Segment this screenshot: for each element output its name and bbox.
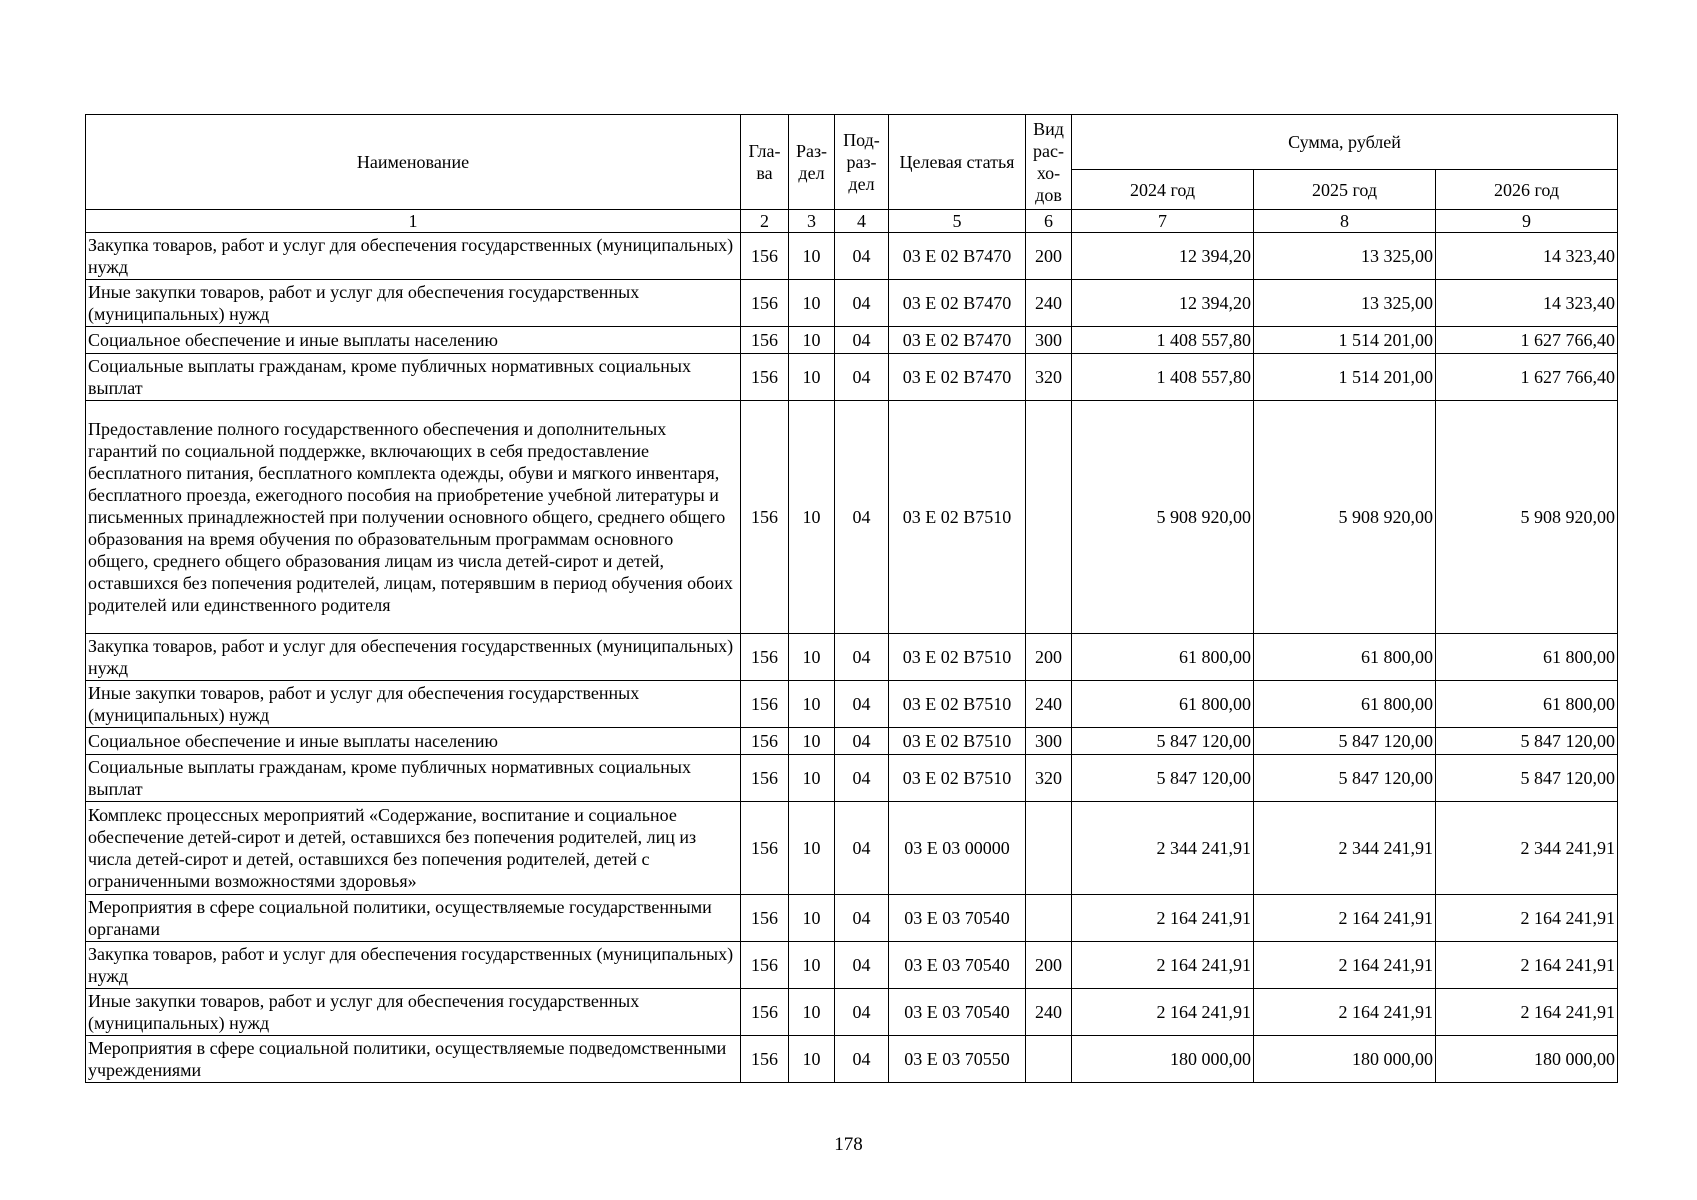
row-podrazdel: 04 [835,802,889,895]
row-podrazdel: 04 [835,728,889,755]
row-razdel: 10 [789,233,835,280]
budget-document [85,114,1617,1083]
table-row [86,233,1618,280]
column-number: 2 [741,210,789,233]
table-row [86,728,1618,755]
row-razdel: 10 [789,1036,835,1083]
row-razdel: 10 [789,327,835,354]
row-sum-2026: 2 344 241,91 [1436,802,1618,895]
row-sum-2025: 5 847 120,00 [1254,755,1436,802]
row-sum-2024: 2 164 241,91 [1072,942,1254,989]
row-glava: 156 [741,942,789,989]
row-sum-2026: 14 323,40 [1436,233,1618,280]
page-number: 178 [834,1134,863,1155]
row-sum-2026: 2 164 241,91 [1436,942,1618,989]
table-row [86,280,1618,327]
column-number: 6 [1026,210,1072,233]
row-name: Иные закупки товаров, работ и услуг для обеспечения государственных (муниципальных) нужд [86,989,741,1036]
row-podrazdel: 04 [835,895,889,942]
row-sum-2024: 5 847 120,00 [1072,755,1254,802]
row-vid-rashodov [1026,802,1072,895]
row-name: Мероприятия в сфере социальной политики, осуществляемые государственными органами [86,895,741,942]
row-name: Закупка товаров, работ и услуг для обеспечения государственных (муниципальных) нужд [86,233,741,280]
row-name: Социальное обеспечение и иные выплаты населению [86,728,741,755]
row-tselevaya-statya: 03 Е 02 В7510 [889,401,1026,634]
header-name: Наименование [86,115,741,210]
row-glava: 156 [741,280,789,327]
row-razdel: 10 [789,802,835,895]
header-summa: Сумма, рублей [1072,115,1618,170]
row-sum-2026: 61 800,00 [1436,634,1618,681]
table-row [86,401,1618,634]
row-name: Предоставление полного государственного обеспечения и дополнительных гарантий по социальной поддержке, включающих в себя предоставление бесплатного питания, бесплатного комплекта одежды, обуви и мягкого инвентаря, бесплатного проезда, ежегодного пособия на приобретение учебной литературы и письменных принадлежностей при получении основного общего, среднего общего образования на время обучения по образовательным программам основного общего, среднего общего образования лицам из числа детей-сирот и детей, оставшихся без попечения родителей, лицам, потерявшим в период обучения обоих родителей или единственного родителя [86,401,741,634]
row-name: Мероприятия в сфере социальной политики, осуществляемые подведомственными учреждениями [86,1036,741,1083]
row-tselevaya-statya: 03 Е 03 70540 [889,942,1026,989]
row-sum-2024: 2 164 241,91 [1072,989,1254,1036]
row-razdel: 10 [789,989,835,1036]
row-sum-2025: 1 514 201,00 [1254,327,1436,354]
row-sum-2024: 1 408 557,80 [1072,354,1254,401]
row-sum-2024: 2 344 241,91 [1072,802,1254,895]
row-tselevaya-statya: 03 Е 02 В7510 [889,634,1026,681]
row-tselevaya-statya: 03 Е 03 70540 [889,989,1026,1036]
row-vid-rashodov [1026,1036,1072,1083]
row-name: Социальное обеспечение и иные выплаты населению [86,327,741,354]
table-row [86,989,1618,1036]
row-razdel: 10 [789,895,835,942]
row-name: Комплекс процессных мероприятий «Содержание, воспитание и социальное обеспечение детей-сирот и детей, оставшихся без попечения родителей, лиц из числа детей-сирот и детей, оставшихся без попечения родителей, детей с ограниченными возможностями здоровья» [86,802,741,895]
column-number: 9 [1436,210,1618,233]
row-podrazdel: 04 [835,327,889,354]
header-tselevaya-statya: Целевая статья [889,115,1026,210]
row-sum-2025: 180 000,00 [1254,1036,1436,1083]
row-tselevaya-statya: 03 Е 02 В7510 [889,755,1026,802]
row-glava: 156 [741,895,789,942]
row-sum-2025: 5 847 120,00 [1254,728,1436,755]
row-sum-2024: 61 800,00 [1072,634,1254,681]
row-sum-2024: 5 847 120,00 [1072,728,1254,755]
column-number: 3 [789,210,835,233]
column-number: 1 [86,210,741,233]
row-name: Социальные выплаты гражданам, кроме публичных нормативных социальных выплат [86,354,741,401]
row-tselevaya-statya: 03 Е 02 В7510 [889,681,1026,728]
row-razdel: 10 [789,354,835,401]
row-vid-rashodov: 200 [1026,634,1072,681]
row-sum-2026: 1 627 766,40 [1436,327,1618,354]
row-vid-rashodov [1026,895,1072,942]
row-vid-rashodov: 240 [1026,989,1072,1036]
row-podrazdel: 04 [835,681,889,728]
header-vid-rashodov: Вид рас-хо-дов [1026,115,1072,210]
row-tselevaya-statya: 03 Е 03 70540 [889,895,1026,942]
row-sum-2024: 12 394,20 [1072,280,1254,327]
row-podrazdel: 04 [835,233,889,280]
row-podrazdel: 04 [835,1036,889,1083]
row-razdel: 10 [789,280,835,327]
row-sum-2024: 180 000,00 [1072,1036,1254,1083]
column-number: 8 [1254,210,1436,233]
row-sum-2025: 13 325,00 [1254,233,1436,280]
row-glava: 156 [741,354,789,401]
row-vid-rashodov: 300 [1026,728,1072,755]
table-row [86,681,1618,728]
row-glava: 156 [741,728,789,755]
row-glava: 156 [741,802,789,895]
row-sum-2024: 61 800,00 [1072,681,1254,728]
row-tselevaya-statya: 03 Е 03 70550 [889,1036,1026,1083]
row-glava: 156 [741,401,789,634]
row-name: Социальные выплаты гражданам, кроме публичных нормативных социальных выплат [86,755,741,802]
header-razdel: Раз-дел [789,115,835,210]
table-row [86,354,1618,401]
row-sum-2026: 14 323,40 [1436,280,1618,327]
row-sum-2025: 2 164 241,91 [1254,942,1436,989]
row-glava: 156 [741,755,789,802]
budget-table [85,114,1618,1083]
row-razdel: 10 [789,634,835,681]
row-sum-2025: 13 325,00 [1254,280,1436,327]
header-year-2024: 2024 год [1072,170,1254,210]
row-razdel: 10 [789,755,835,802]
row-name: Закупка товаров, работ и услуг для обеспечения государственных (муниципальных) нужд [86,634,741,681]
table-row [86,895,1618,942]
row-vid-rashodov: 300 [1026,327,1072,354]
row-sum-2026: 1 627 766,40 [1436,354,1618,401]
row-name: Закупка товаров, работ и услуг для обеспечения государственных (муниципальных) нужд [86,942,741,989]
row-glava: 156 [741,634,789,681]
row-sum-2025: 5 908 920,00 [1254,401,1436,634]
row-razdel: 10 [789,401,835,634]
header-podrazdel: Под-раз-дел [835,115,889,210]
row-tselevaya-statya: 03 Е 02 В7470 [889,354,1026,401]
row-podrazdel: 04 [835,401,889,634]
row-vid-rashodov: 240 [1026,681,1072,728]
row-vid-rashodov: 320 [1026,354,1072,401]
row-sum-2024: 5 908 920,00 [1072,401,1254,634]
table-row [86,634,1618,681]
row-tselevaya-statya: 03 Е 02 В7470 [889,233,1026,280]
column-number: 4 [835,210,889,233]
row-podrazdel: 04 [835,634,889,681]
row-tselevaya-statya: 03 Е 03 00000 [889,802,1026,895]
row-vid-rashodov: 200 [1026,942,1072,989]
row-sum-2025: 2 344 241,91 [1254,802,1436,895]
row-podrazdel: 04 [835,354,889,401]
header-glava: Гла-ва [741,115,789,210]
row-sum-2026: 2 164 241,91 [1436,989,1618,1036]
row-sum-2025: 1 514 201,00 [1254,354,1436,401]
row-vid-rashodov: 200 [1026,233,1072,280]
row-sum-2025: 2 164 241,91 [1254,895,1436,942]
column-number: 5 [889,210,1026,233]
row-podrazdel: 04 [835,280,889,327]
row-name: Иные закупки товаров, работ и услуг для обеспечения государственных (муниципальных) нужд [86,681,741,728]
row-sum-2026: 61 800,00 [1436,681,1618,728]
row-razdel: 10 [789,681,835,728]
table-row [86,755,1618,802]
row-vid-rashodov [1026,401,1072,634]
row-sum-2024: 12 394,20 [1072,233,1254,280]
row-tselevaya-statya: 03 Е 02 В7470 [889,327,1026,354]
row-podrazdel: 04 [835,755,889,802]
row-sum-2026: 5 908 920,00 [1436,401,1618,634]
row-glava: 156 [741,327,789,354]
header-year-2026: 2026 год [1436,170,1618,210]
row-glava: 156 [741,233,789,280]
row-sum-2026: 2 164 241,91 [1436,895,1618,942]
row-sum-2024: 2 164 241,91 [1072,895,1254,942]
header-year-2025: 2025 год [1254,170,1436,210]
row-sum-2025: 61 800,00 [1254,634,1436,681]
table-row [86,802,1618,895]
row-podrazdel: 04 [835,942,889,989]
column-number: 7 [1072,210,1254,233]
row-podrazdel: 04 [835,989,889,1036]
row-sum-2025: 2 164 241,91 [1254,989,1436,1036]
row-razdel: 10 [789,728,835,755]
row-tselevaya-statya: 03 Е 02 В7470 [889,280,1026,327]
row-tselevaya-statya: 03 Е 02 В7510 [889,728,1026,755]
row-glava: 156 [741,1036,789,1083]
row-name: Иные закупки товаров, работ и услуг для обеспечения государственных (муниципальных) нужд [86,280,741,327]
row-glava: 156 [741,989,789,1036]
row-sum-2026: 180 000,00 [1436,1036,1618,1083]
row-sum-2026: 5 847 120,00 [1436,728,1618,755]
row-vid-rashodov: 320 [1026,755,1072,802]
row-vid-rashodov: 240 [1026,280,1072,327]
table-row [86,942,1618,989]
row-razdel: 10 [789,942,835,989]
row-sum-2024: 1 408 557,80 [1072,327,1254,354]
row-sum-2026: 5 847 120,00 [1436,755,1618,802]
table-row [86,1036,1618,1083]
row-sum-2025: 61 800,00 [1254,681,1436,728]
table-row [86,327,1618,354]
row-glava: 156 [741,681,789,728]
